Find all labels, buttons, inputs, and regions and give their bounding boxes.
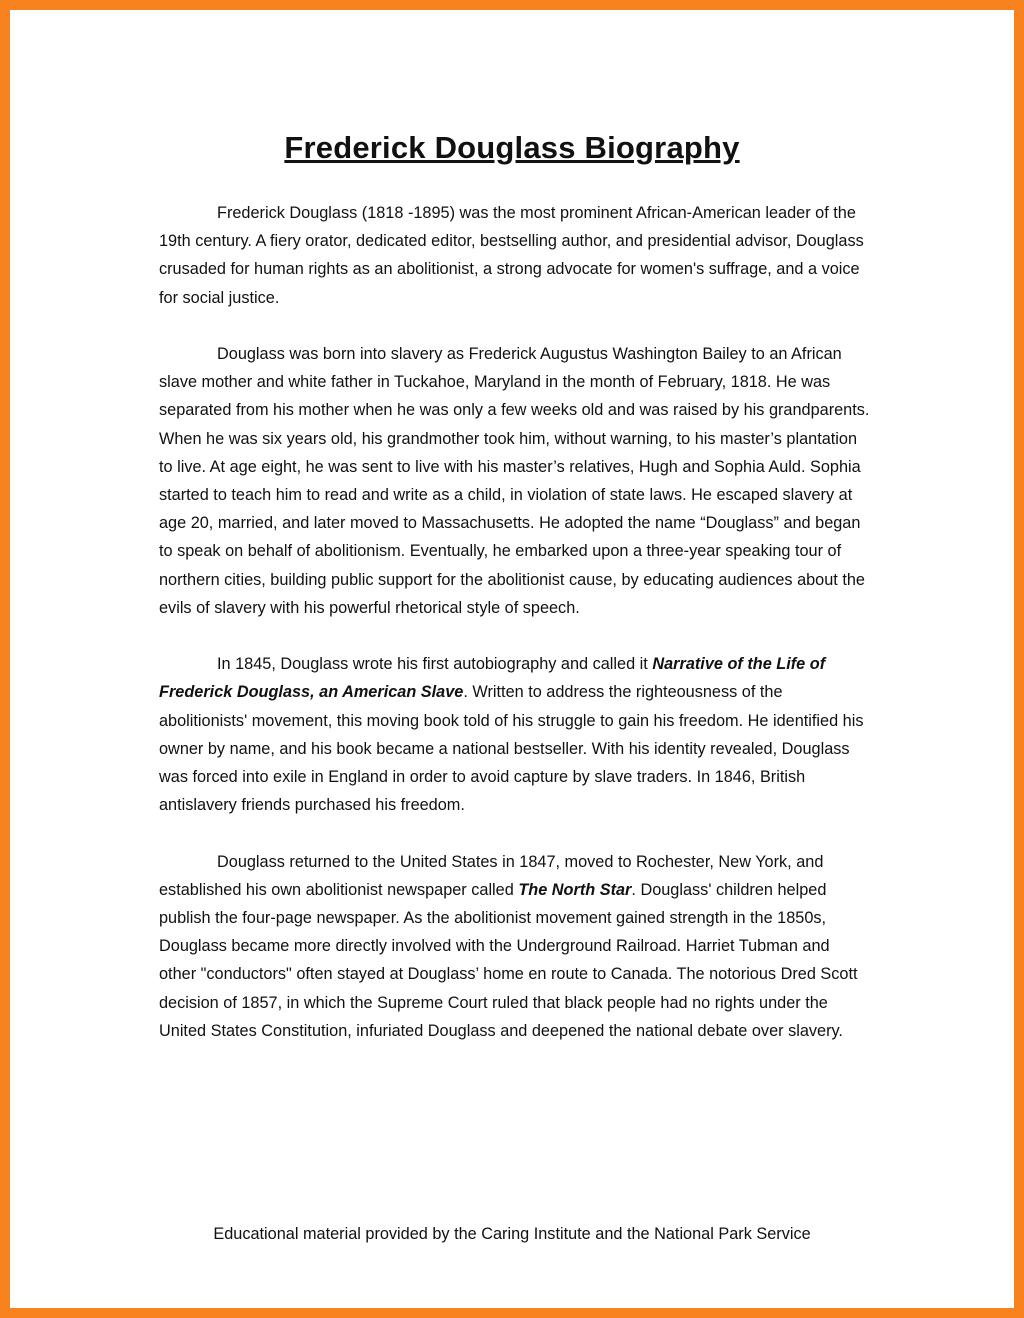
paragraph-autobiography: [159, 650, 871, 819]
newspaper-title: The North Star: [518, 880, 632, 899]
paragraph-text: . Douglass' children helped publish the four-page newspaper. As the abolitionist movement gained strength in the 1850s, Douglass became more directly involved with the Underground Railroad. Harriet Tubman and other "conductors" often stayed at Douglass’ home en route to Canada. The notorious Dred Scott decision of 1857, in which the Supreme Court ruled that black people had no rights under the United States Constitution, infuriated Douglass and deepened the national debate over slavery.: [159, 880, 858, 1040]
page-title: Frederick Douglass Biography: [284, 130, 740, 165]
footer-credit: Educational material provided by the Caring Institute and the National Park Service: [213, 1225, 811, 1243]
biography-body: [159, 199, 871, 1073]
paragraph-early-life: Douglass was born into slavery as Frederick Augustus Washington Bailey to an African slave mother and white father in Tuckahoe, Maryland in the month of February, 1818. He was separated from his mother when he was only a few weeks old and was raised by his grandparents. When he was six years old, his grandmother took him, without warning, to his master’s plantation to live. At age eight, he was sent to live with his master’s relatives, Hugh and Sophia Auld. Sophia started to teach him to read and write as a child, in violation of state laws. He escaped slavery at age 20, married, and later moved to Massachusetts. He adopted the name “Douglass” and began to speak on behalf of abolitionism. Eventually, he embarked upon a three-year speaking tour of northern cities, building public support for the abolitionist cause, by educating audiences about the evils of slavery with his powerful rhetorical style of speech.: [159, 345, 870, 617]
book-title: Narrative of the Life of Frederick Douglass, an American Slave: [159, 655, 826, 702]
paragraph-intro: Frederick Douglass (1818 -1895) was the most prominent African-American leader of the 19th century. A fiery orator, dedicated editor, bestselling author, and presidential advisor, Douglass crusaded for human rights as an abolitionist, a strong advocate for women's suffrage, and a voice for social justice.: [159, 204, 864, 307]
paragraph-text: Douglass returned to the United States in 1847, moved to Rochester, New York, and established his own abolitionist newspaper called: [159, 852, 824, 899]
paragraph-text: In 1845, Douglass wrote his first autobiography and called it: [217, 655, 653, 674]
paragraph-text: . Written to address the righteousness of the abolitionists' movement, this moving book told of his struggle to gain his freedom. He identified his owner by name, and his book became a national bestseller. With his identity revealed, Douglass was forced into exile in England in order to avoid capture by slave traders. In 1846, British antislavery friends purchased his freedom.: [159, 683, 864, 815]
paragraph-north-star: [159, 848, 871, 1045]
